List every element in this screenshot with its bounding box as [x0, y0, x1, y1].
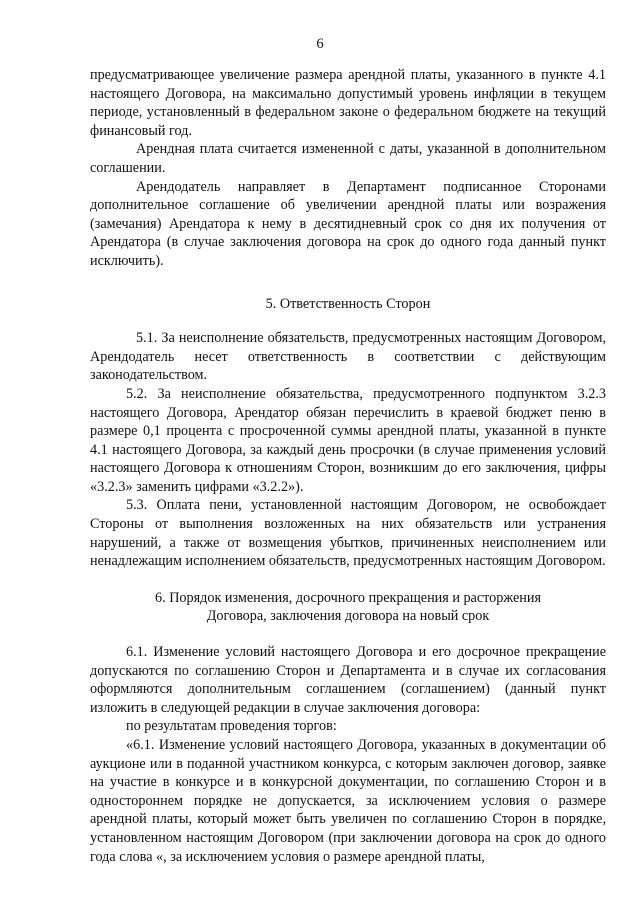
page-number: 6 [316, 36, 324, 52]
document-body [90, 66, 606, 866]
paragraph-landlord-sends: Арендодатель направляет в Департамент подписанное Сторонами дополнительное соглашение об увеличении арендной платы или возражения (замечания) Арендатора к нему в десятидневный срок со дня их получения от Арендатора (в случае заключения договора на срок до одного года данный пункт исключить). [90, 178, 606, 269]
section-6-title-line-1: 6. Порядок изменения, досрочного прекращения и расторжения [155, 589, 541, 606]
paragraph-rent-changed: Арендная плата считается измененной с даты, указанной в дополнительном соглашении. [90, 141, 606, 176]
paragraph-5-3: 5.3. Оплата пени, установленной настоящим Договором, не освобождает Стороны от выполнения возложенных на них обязательств или устранения нарушений, а также от возмещения убытков, причиненных неисполнением или ненадлежащим исполнением обязательств, предусмотренных настоящим Договором. [90, 497, 606, 570]
section-6-title [90, 589, 606, 626]
paragraph-5-1: 5.1. За неисполнение обязательств, предусмотренных настоящим Договором, Арендодатель несет ответственность в соответствии с действующим законодательством. [90, 330, 606, 384]
paragraph-5-2: 5.2. За неисполнение обязательства, предусмотренного подпунктом 3.2.3 настоящего Договора, Арендатор обязан перечислить в краевой бюджет пеню в размере 0,1 процента с просроченной суммы арендной платы, указанной в пункте 4.1 настоящего Договора, за каждый день просрочки (в случае применения условий настоящего Договора к отношениям Сторон, возникшим до его заключения, цифры «3.2.3» заменить цифрами «3.2.2»). [90, 385, 606, 495]
paragraph-6-1-alt: «6.1. Изменение условий настоящего Договора, указанных в документации об аукционе или в поданной участником конкурса, с которым заключен договор, заявке на участие в конкурсе и в конкурсной документации, по соглашению Сторон и в одностороннем порядке не допускается, за исключением условия о размере арендной платы, который может быть увеличен по соглашению Сторон в порядке, установленном настоящим Договором (при заключении договора на срок до одного года слова «, за исключением условия о размере арендной платы, [90, 737, 606, 865]
paragraph-continuation: предусматривающее увеличение размера арендной платы, указанного в пункте 4.1 настоящего Договора, на максимально допустимый уровень инфляции в текущем периоде, установленный в федеральном законе о федеральном бюджете на текущий финансовый год. [90, 67, 606, 139]
paragraph-by-auction: по результатам проведения торгов: [126, 718, 337, 735]
section-6-title-line-2: Договора, заключения договора на новый срок [206, 608, 490, 625]
paragraph-6-1: 6.1. Изменение условий настоящего Договора и его досрочное прекращение допускаются по соглашению Сторон и Департамента и в случае их согласования оформляются дополнительным соглашением (соглашением) (данный пункт изложить в следующей редакции в случае заключения договора: [90, 644, 606, 716]
section-5-title: 5. Ответственность Сторон [265, 295, 431, 312]
